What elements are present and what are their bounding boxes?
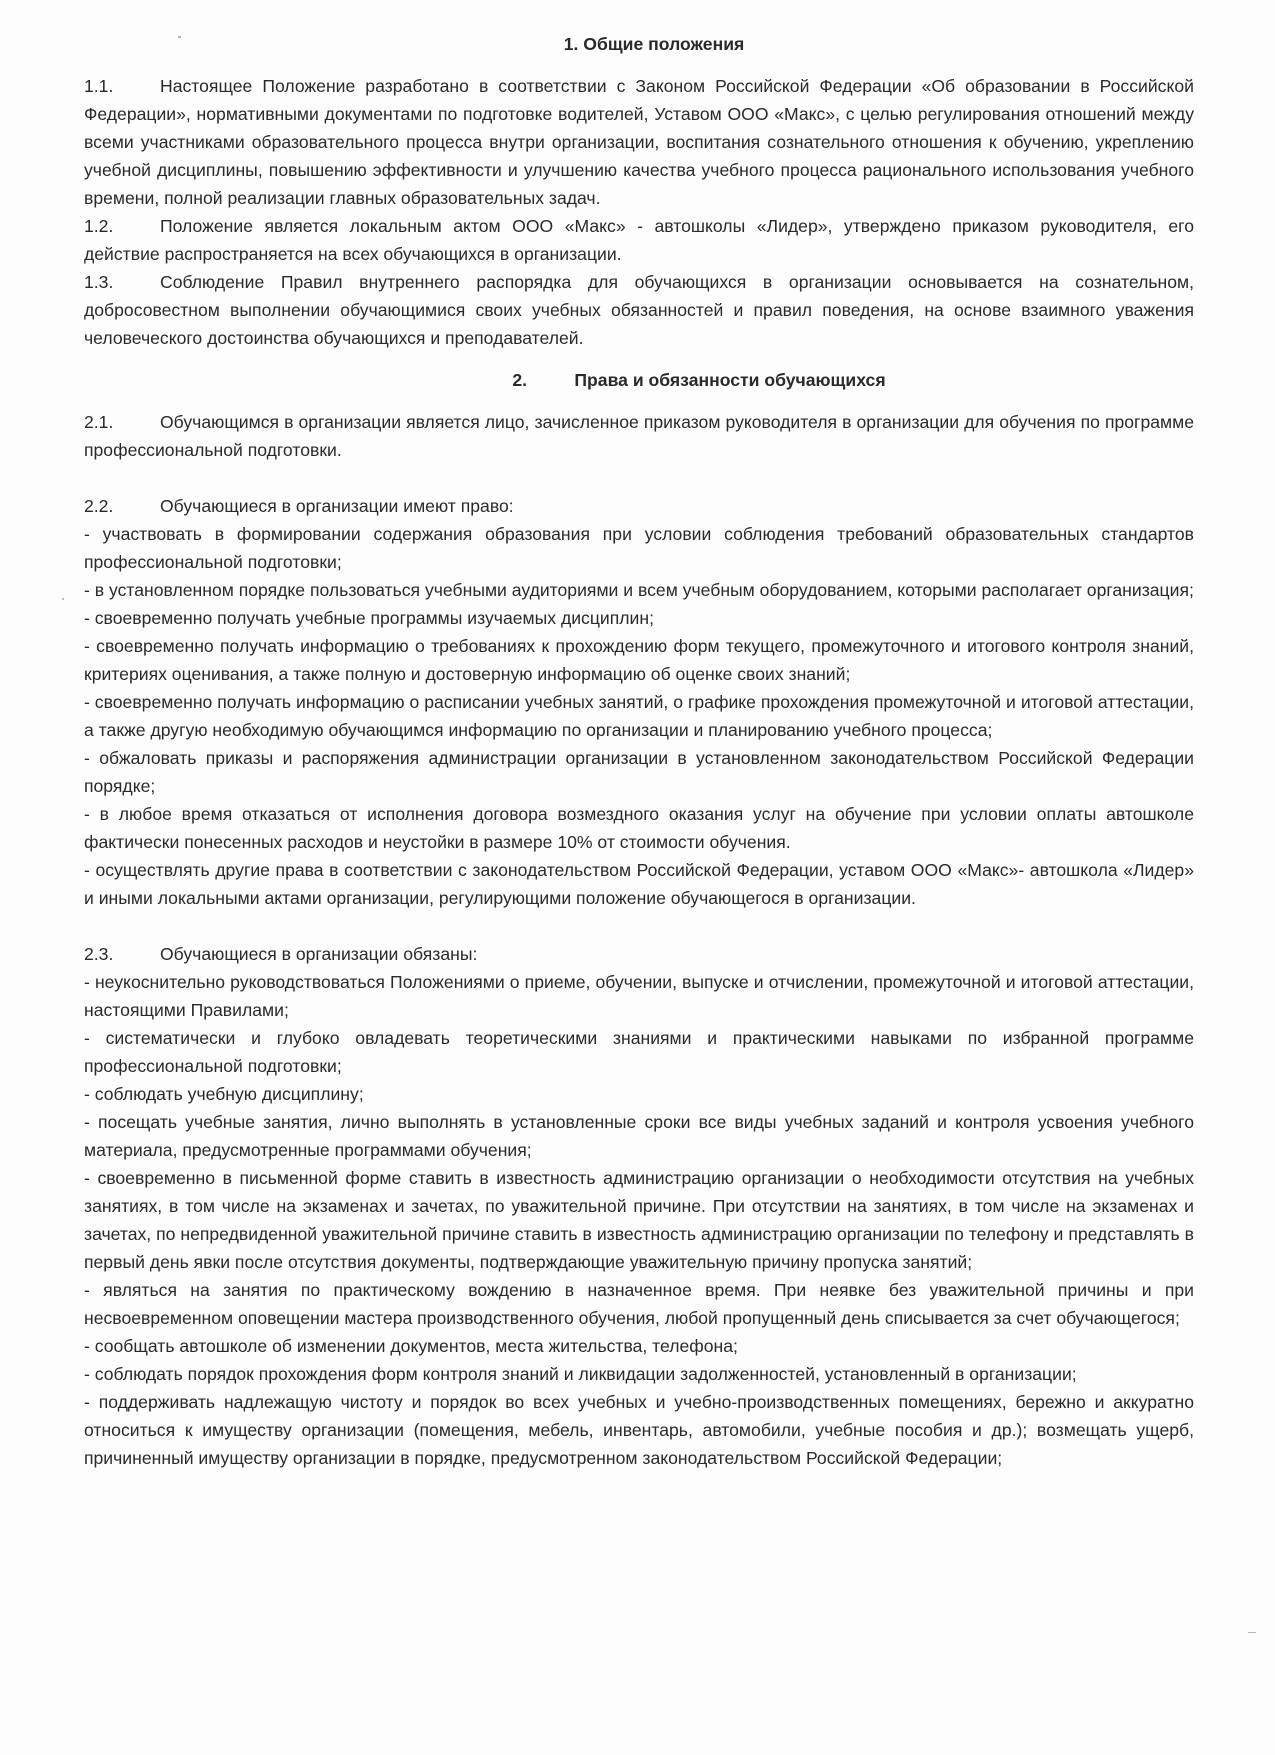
list-item: - осуществлять другие права в соответствии с законодательством Российской Федерации, уставом ООО «Макс»- автошкола «Лидер» и иными локальными актами организации, регулирующими положение обучающегося в организации. (84, 860, 1194, 908)
section-1-heading: 1. Общие положения (563, 34, 745, 54)
list-item: - систематически и глубоко овладевать теоретическими знаниями и практическими навыками по избранной программе профессиональной подготовки; (84, 1028, 1194, 1076)
clause-text: Обучающиеся в организации имеют право: (160, 496, 514, 516)
clause-number: 1.1. (84, 76, 114, 96)
list-item: - посещать учебные занятия, лично выполнять в установленные сроки все виды учебных заданий и контроля усвоения учебного материала, предусмотренные программами обучения; (84, 1112, 1194, 1160)
list-item: - соблюдать учебную дисциплину; (84, 1084, 364, 1104)
section-title: Права и обязанности обучающихся (574, 370, 886, 390)
clause-text: Обучающимся в организации является лицо, зачисленное приказом руководителя в организации для обучения по программе профессиональной подготовки. (84, 412, 1194, 460)
clause-text: Соблюдение Правил внутреннего распорядка для обучающихся в организации основывается на сознательном, добросовестном выполнении обучающимися своих учебных обязанностей и правил поведения, на основе взаимного уважения человеческого достоинства обучающихся и преподавателей. (84, 272, 1194, 348)
list-item: - являться на занятия по практическому вождению в назначенное время. При неявке без уважительной причины и при несвоевременном оповещении мастера производственного обучения, любой пропущенный день списывается за счет обучающегося; (84, 1280, 1194, 1328)
scan-speck (62, 598, 64, 600)
spacer (84, 912, 1194, 940)
list-item: - сообщать автошколе об изменении документов, места жительства, телефона; (84, 1336, 738, 1356)
list-item: - неукоснительно руководствоваться Положениями о приеме, обучении, выпуске и отчислении, промежуточной и итоговой аттестации, настоящими Правилами; (84, 972, 1194, 1020)
clause-number: 1.2. (84, 216, 114, 236)
list-item: - своевременно получать информацию о требованиях к прохождению форм текущего, промежуточного и итогового контроля знаний, критериях оценивания, а также полную и достоверную информацию об оценке своих знаний; (84, 636, 1194, 684)
clause-1-1 (84, 72, 1194, 212)
list-item: - своевременно получать учебные программы изучаемых дисциплин; (84, 608, 654, 628)
section-number: 2. (512, 370, 528, 390)
scan-speck (1248, 1632, 1256, 1633)
list-item: - в любое время отказаться от исполнения договора возмездного оказания услуг на обучение при условии оплаты автошколе фактически понесенных расходов и неустойки в размере 10% от стоимости обучения. (84, 804, 1194, 852)
clause-number: 1.3. (84, 272, 114, 292)
clause-text: Настоящее Положение разработано в соответствии с Законом Российской Федерации «Об образовании в Российской Федерации», нормативными документами по подготовке водителей, Уставом ООО «Макс», с целью регулирования отношений между всеми участниками образовательного процесса внутри организации, воспитания сознательного отношения к обучению, укреплению учебной дисциплины, повышению эффективности и улучшению качества учебного процесса рационального использования учебного времени, полной реализации главных образовательных задач. (84, 76, 1194, 208)
list-item: - участвовать в формировании содержания образования при условии соблюдения требований образовательных стандартов профессиональной подготовки; (84, 524, 1194, 572)
clause-1-3 (84, 268, 1194, 352)
list-item: - соблюдать порядок прохождения форм контроля знаний и ликвидации задолженностей, установленный в организации; (84, 1364, 1077, 1384)
clause-number: 2.1. (84, 412, 114, 432)
clause-text: Положение является локальным актом ООО «Макс» - автошколы «Лидер», утверждено приказом руководителя, его действие распространяется на всех обучающихся в организации. (84, 216, 1194, 264)
list-item: - поддерживать надлежащую чистоту и порядок во всех учебных и учебно-производственных помещениях, бережно и аккуратно относиться к имуществу организации (помещения, мебель, инвентарь, автомобили, учебные пособия и др.); возмещать ущерб, причиненный имуществу организации в порядке, предусмотренном законодательством Российской Федерации; (84, 1392, 1194, 1468)
list-item: - обжаловать приказы и распоряжения администрации организации в установленном законодательством Российской Федерации порядке; (84, 748, 1194, 796)
clause-number: 2.3. (84, 944, 114, 964)
spacer (84, 464, 1194, 492)
list-item: - своевременно в письменной форме ставить в известность администрацию организации о необходимости отсутствия на учебных занятиях, в том числе на экзаменах и зачетах, по уважительной причине. При отсутствии на занятиях, в том числе на экзаменах и зачетах, по непредвиденной уважительной причине ставить в известность администрацию организации по телефону и представлять в первый день явки после отсутствия документы, подтверждающие уважительную причину пропуска занятий; (84, 1168, 1194, 1272)
clause-2-3 (84, 940, 1194, 968)
list-item: - своевременно получать информацию о расписании учебных занятий, о графике прохождения промежуточной и итоговой аттестации, а также другую необходимую обучающимся информацию по организации и планированию учебного процесса; (84, 692, 1194, 740)
clause-1-2 (84, 212, 1194, 268)
clause-number: 2.2. (84, 496, 114, 516)
list-item: - в установленном порядке пользоваться учебными аудиториями и всем учебным оборудованием, которыми располагает организация; (84, 580, 1194, 600)
clause-text: Обучающиеся в организации обязаны: (160, 944, 478, 964)
document-body (84, 30, 1194, 1472)
clause-2-1 (84, 408, 1194, 464)
section-2-heading (84, 366, 1194, 394)
clause-2-2 (84, 492, 1194, 520)
